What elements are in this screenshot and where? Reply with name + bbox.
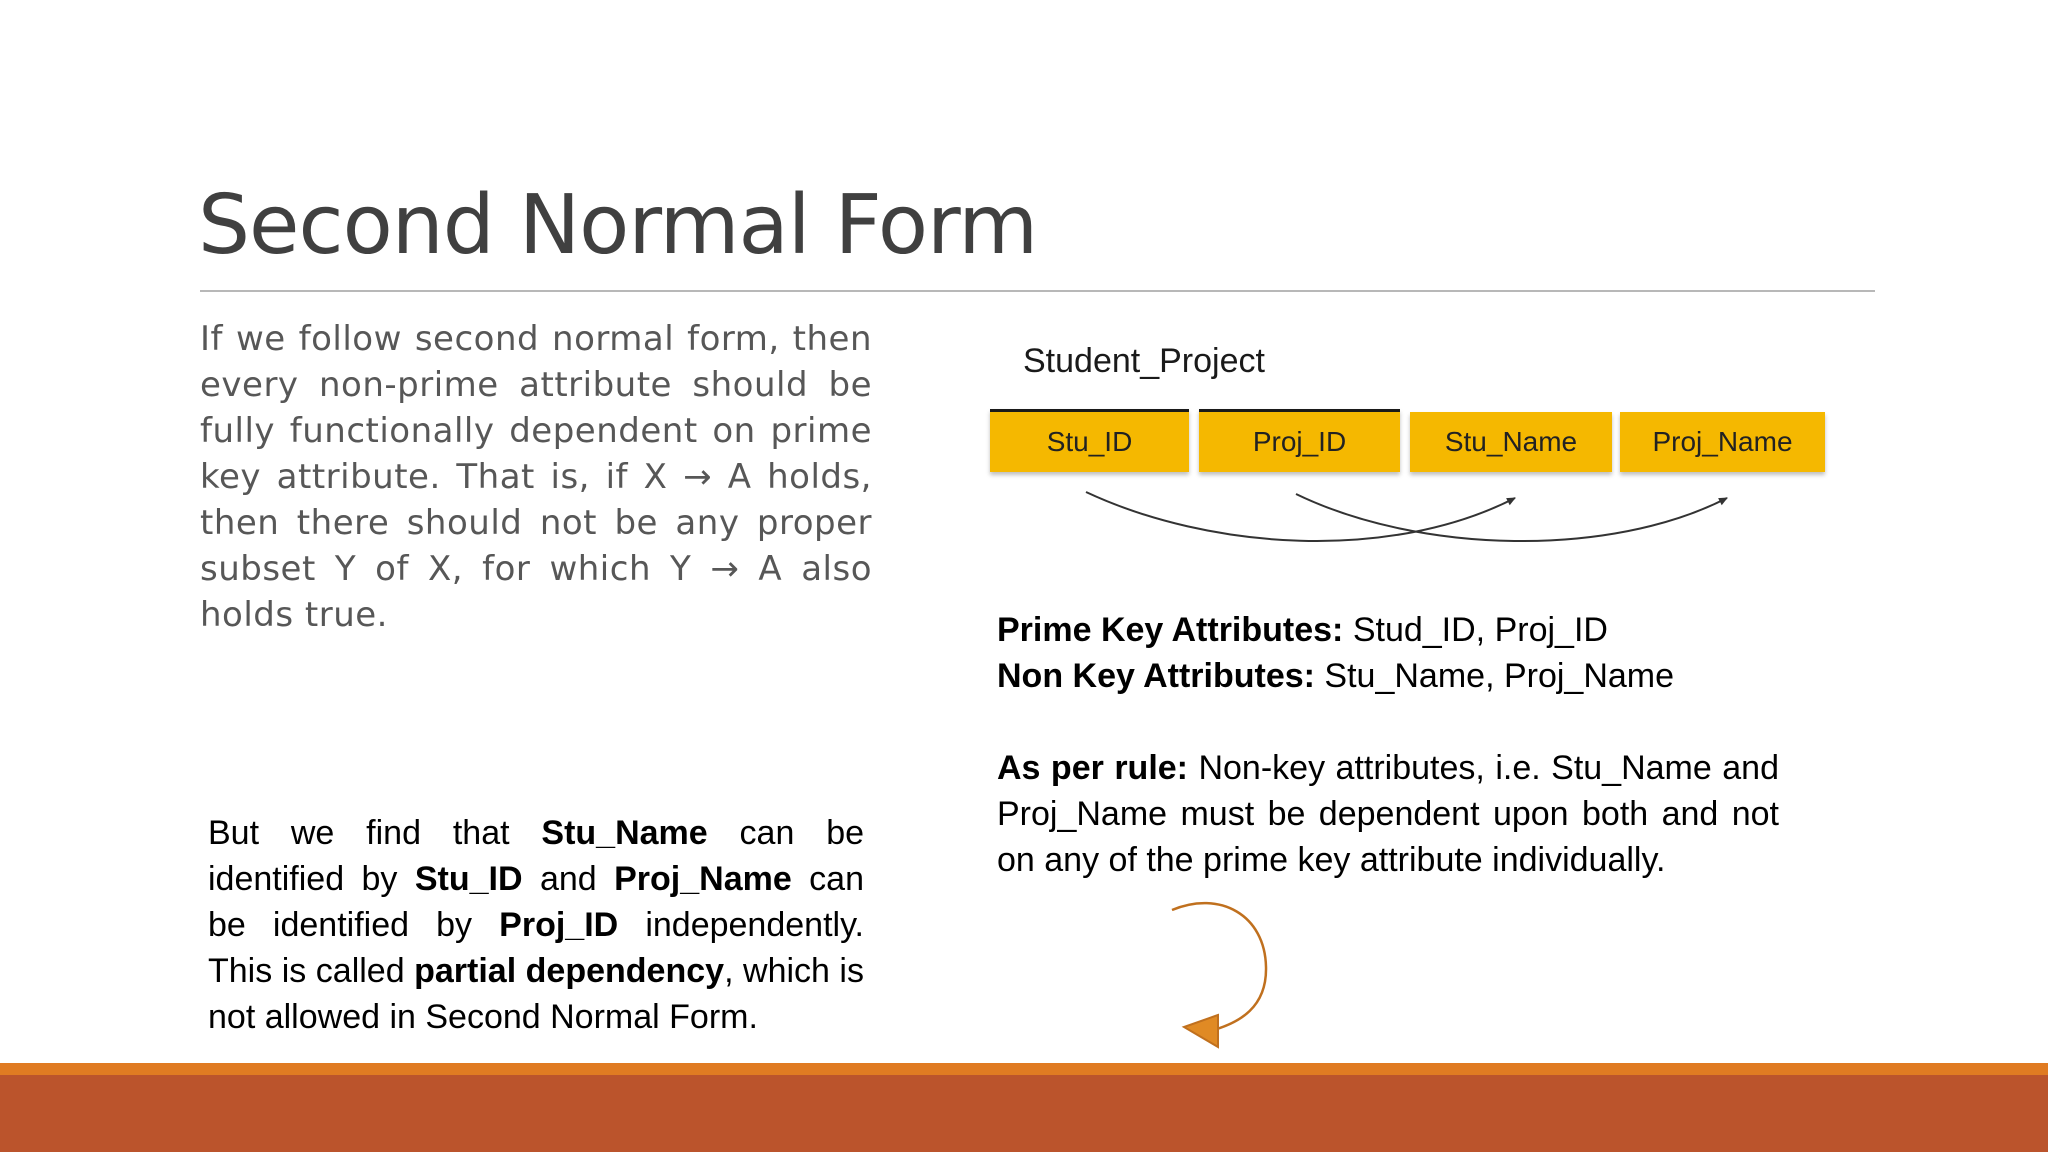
partial-text-5: independently. This is called xyxy=(208,906,864,990)
title-divider xyxy=(200,290,1875,292)
prime-key-value: Stud_ID, Proj_ID xyxy=(1343,611,1608,649)
partial-bold-proj-id: Proj_ID xyxy=(499,906,619,944)
partial-bold-stu-id: Stu_ID xyxy=(414,860,523,898)
partial-bold-proj-name: Proj_Name xyxy=(614,860,792,898)
non-key-value: Stu_Name, Proj_Name xyxy=(1314,657,1675,695)
partial-bold-stu-name: Stu_Name xyxy=(541,814,708,852)
rule-text: Non-key attributes, i.e. Stu_Name and Proj_Name must be dependent upon both and not on any of the prime key attribute individually. xyxy=(997,749,1779,879)
arrow-stu-id-to-stu-name xyxy=(1086,492,1515,541)
key-attributes xyxy=(997,607,1797,699)
prime-key-label: Prime Key Attributes: xyxy=(997,611,1344,649)
diagram-title: Student_Project xyxy=(1023,342,1265,380)
partial-bold-partial-dependency: partial dependency xyxy=(414,952,725,990)
slide-title: Second Normal Form xyxy=(198,178,1038,273)
partial-text-3: and xyxy=(522,860,615,898)
dependency-arrows xyxy=(970,318,1840,584)
attr-box-proj-name: Proj_Name xyxy=(1620,412,1825,472)
attr-box-stu-id: Stu_ID xyxy=(990,409,1189,472)
partial-text-4: can be identified by xyxy=(208,860,865,944)
partial-text-6: , which is not allowed in Second Normal Form. xyxy=(208,952,864,1036)
curved-arrow-icon xyxy=(1170,895,1280,1055)
student-project-diagram xyxy=(970,318,1840,584)
rule-label: As per rule: xyxy=(997,749,1188,787)
non-key-label: Non Key Attributes: xyxy=(997,657,1315,695)
partial-text-1: But we find that xyxy=(208,814,542,852)
footer-accent-stripe xyxy=(0,1063,2048,1075)
rule-paragraph xyxy=(997,745,1779,883)
partial-dependency-paragraph xyxy=(208,810,864,1040)
attr-box-proj-id: Proj_ID xyxy=(1199,409,1400,472)
arrow-proj-id-to-proj-name xyxy=(1296,494,1727,541)
partial-text-2: can be identified by xyxy=(208,814,865,898)
attr-box-stu-name: Stu_Name xyxy=(1410,412,1612,472)
footer-bar xyxy=(0,1075,2048,1152)
intro-paragraph: If we follow second normal form, then every non-prime attribute should be fully functionally dependent on prime key attribute. That is, if X → A holds, then there should not be any proper subset Y of X, for which Y → A also holds true. xyxy=(200,319,872,635)
